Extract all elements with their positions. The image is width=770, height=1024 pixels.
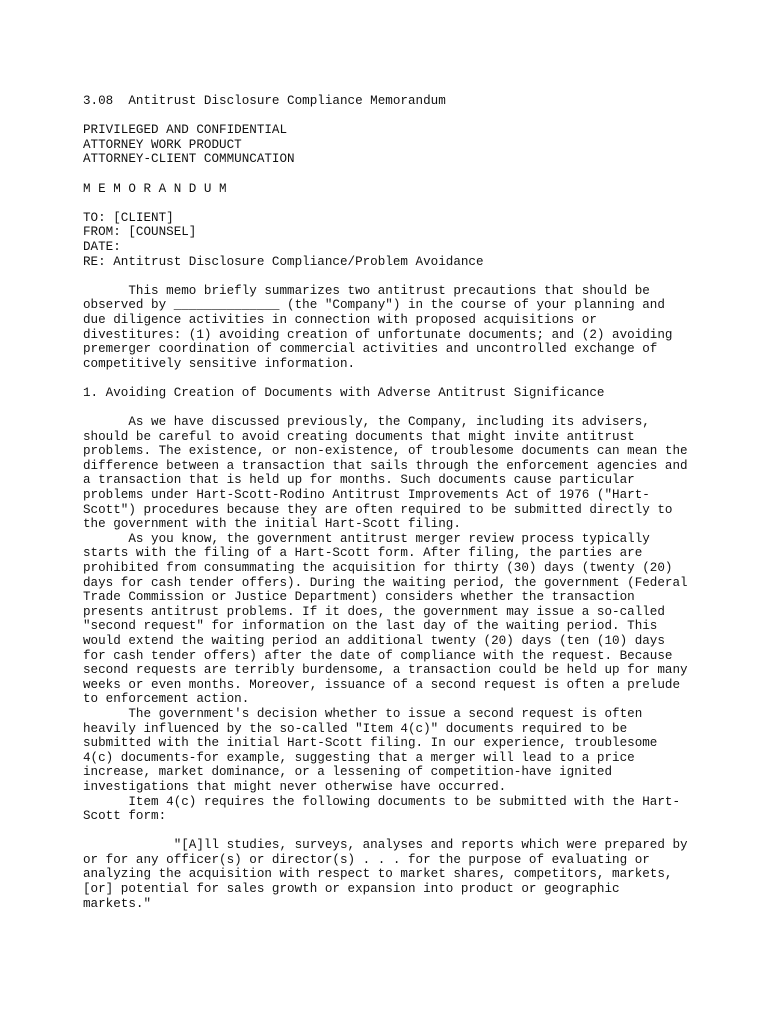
text-line: days for cash tender offers). During the waiting period, the government (Federal — [83, 575, 688, 590]
spacer — [83, 371, 703, 386]
section-1-body — [83, 415, 703, 824]
section-1-heading: 1. Avoiding Creation of Documents with Adverse Antitrust Significance — [83, 385, 605, 400]
from-line: FROM: [COUNSEL] — [83, 225, 197, 240]
intro-paragraph — [83, 284, 703, 372]
text-line: premerger coordination of commercial activities and uncontrolled exchange of — [83, 342, 658, 357]
memorandum-label: M E M O R A N D U M — [83, 181, 227, 196]
text-line: presents antitrust problems. If it does, the government may issue a so-called — [83, 604, 665, 619]
text-line: prohibited from consummating the acquisition for thirty (30) days (twenty (20) — [83, 561, 673, 575]
text-line: starts with the filing of a Hart-Scott form. After filing, the parties are — [83, 546, 643, 561]
text-line: The government's decision whether to issue a second request is often — [83, 706, 643, 721]
memo-document — [83, 94, 703, 911]
spacer — [83, 824, 703, 839]
quote-line: "[A]ll studies, surveys, analyses and reports which were prepared by — [83, 838, 688, 853]
text-line: to enforcement action. — [83, 692, 250, 707]
item-4c-quote — [83, 838, 703, 911]
text-line: would extend the waiting period an additional twenty (20) days (ten (10) days — [83, 633, 665, 648]
text-line: problems. The existence, or non-existence, of troublesome documents can mean the — [83, 444, 688, 459]
privileged-label: PRIVILEGED AND CONFIDENTIAL — [83, 123, 288, 138]
text-line: submitted with the initial Hart-Scott filing. In our experience, troublesome — [83, 736, 658, 751]
text-line: divestitures: (1) avoiding creation of unfortunate documents; and (2) avoiding — [83, 327, 673, 342]
text-line: should be careful to avoid creating documents that might invite antitrust — [83, 429, 635, 444]
text-line: Scott") procedures because they are often required to be submitted directly to — [83, 502, 673, 517]
text-line: investigations that might never otherwise have occurred. — [83, 779, 507, 794]
text-line: Trade Commission or Justice Department) considers whether the transaction — [83, 590, 635, 605]
work-product-label: ATTORNEY WORK PRODUCT — [83, 137, 242, 152]
text-line: "second request" for information on the last day of the waiting period. This — [83, 619, 658, 634]
text-line: due diligence activities in connection with proposed acquisitions or — [83, 312, 597, 327]
text-line: a transaction that is held up for months. Such documents cause particular — [83, 473, 635, 488]
text-line: problems under Hart-Scott-Rodino Antitrust Improvements Act of 1976 ("Hart- — [83, 488, 650, 503]
text-line: This memo briefly summarizes two antitrust precautions that should be — [83, 283, 650, 298]
text-line: the government with the initial Hart-Scott filing. — [83, 517, 461, 532]
text-line: 4(c) documents-for example, suggesting that a merger will lead to a price — [83, 750, 635, 765]
quote-line: or for any officer(s) or director(s) . . . for the purpose of evaluating or — [83, 852, 650, 867]
quote-line: analyzing the acquisition with respect to market shares, competitors, markets, — [83, 867, 673, 882]
text-line: Scott form: — [83, 809, 167, 824]
text-line: As we have discussed previously, the Company, including its advisers, — [83, 415, 650, 430]
text-line: As you know, the government antitrust merger review process typically — [83, 531, 650, 546]
text-line: competitively sensitive information. — [83, 356, 356, 371]
re-line: RE: Antitrust Disclosure Compliance/Problem Avoidance — [83, 254, 484, 269]
quote-line: markets." — [83, 896, 152, 911]
text-line: Item 4(c) requires the following documents to be submitted with the Hart- — [83, 794, 681, 809]
to-line: TO: [CLIENT] — [83, 210, 174, 225]
quote-line: [or] potential for sales growth or expansion into product or geographic — [83, 882, 620, 897]
communication-label: ATTORNEY-CLIENT COMMUNCATION — [83, 152, 295, 167]
text-line: heavily influenced by the so-called "Item 4(c)" documents required to be — [83, 721, 628, 736]
spacer — [83, 109, 703, 124]
text-line: difference between a transaction that sails through the enforcement agencies and — [83, 458, 688, 473]
spacer — [83, 167, 703, 182]
spacer — [83, 400, 703, 415]
spacer — [83, 196, 703, 211]
text-line: increase, market dominance, or a lessening of competition-have ignited — [83, 765, 613, 780]
text-line: observed by ______________ (the "Company") in the course of your planning and — [83, 298, 665, 313]
document-title: 3.08 Antitrust Disclosure Compliance Memorandum — [83, 94, 446, 108]
spacer — [83, 269, 703, 284]
date-line: DATE: — [83, 239, 121, 254]
text-line: for cash tender offers) after the date of compliance with the request. Because — [83, 648, 673, 663]
text-line: second requests are terribly burdensome, a transaction could be held up for many — [83, 663, 688, 678]
text-line: weeks or even months. Moreover, issuance of a second request is often a prelude — [83, 677, 681, 692]
